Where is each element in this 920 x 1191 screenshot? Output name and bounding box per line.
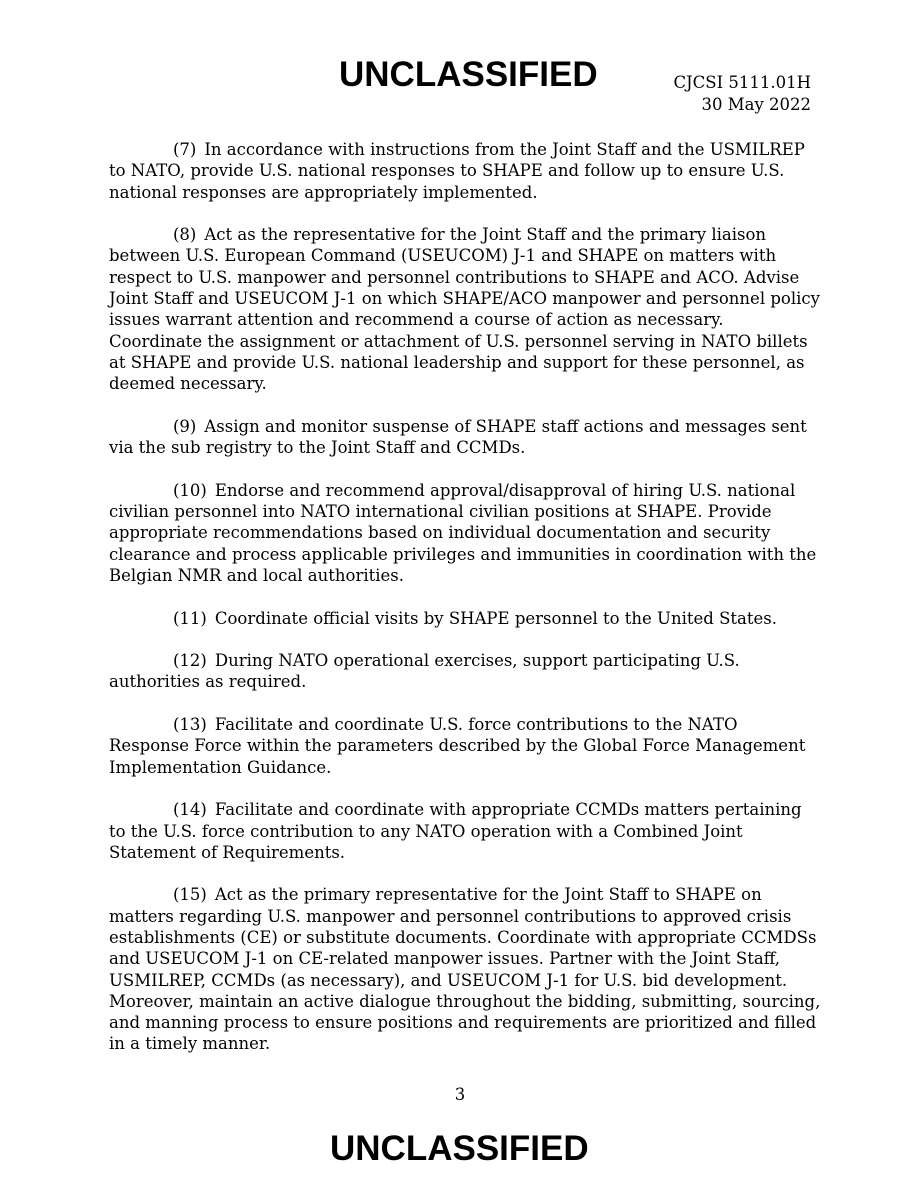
paragraph-text: Facilitate and coordinate with appropriate CCMDs matters pertaining to the U.S. force contribution to any NATO operation with a Combined Joint Statement of Requirements. bbox=[109, 800, 802, 862]
paragraph-10 bbox=[109, 480, 821, 586]
paragraph-number: (7) bbox=[173, 140, 197, 159]
paragraph-8 bbox=[109, 224, 821, 394]
paragraph-number: (13) bbox=[173, 715, 207, 735]
paragraph-number: (8) bbox=[173, 225, 197, 245]
paragraph-number: (11) bbox=[173, 608, 207, 628]
document-body bbox=[109, 139, 821, 1076]
classification-banner-bottom: UNCLASSIFIED bbox=[330, 1129, 589, 1168]
paragraph-11 bbox=[109, 608, 821, 629]
paragraph-text: During NATO operational exercises, support participating U.S. authorities as required. bbox=[109, 651, 740, 692]
paragraph-15 bbox=[109, 884, 821, 1054]
paragraph-number: (14) bbox=[173, 800, 207, 820]
paragraph-number: (12) bbox=[173, 651, 207, 671]
paragraph-number: (9) bbox=[173, 416, 197, 436]
page-number: 3 bbox=[454, 1085, 466, 1104]
paragraph-13 bbox=[109, 714, 821, 778]
paragraph-12 bbox=[109, 650, 821, 693]
paragraph-text: Coordinate official visits by SHAPE personnel to the United States. bbox=[214, 608, 777, 628]
paragraph-text: Act as the primary representative for the Joint Staff to SHAPE on matters regarding U.S. manpower and personnel contributions to approved crisis establishments (CE) or substitute documents. Coordinate with appropriate CCMDSs and USEUCOM J-1 on CE-related manpower issues. Partner with the Joint Staff, USMILREP, CCMDs (as necessary), and USEUCOM J-1 for U.S. bid development. Moreover, maintain an active dialogue throughout the bidding, submitting, sourcing, and manning process to ensure positions and requirements are prioritized and filled in a timely manner. bbox=[109, 885, 821, 1054]
paragraph-7 bbox=[109, 139, 821, 203]
paragraph-text: Endorse and recommend approval/disapproval of hiring U.S. national civilian personnel into NATO international civilian positions at SHAPE. Provide appropriate recommendations based on individual documentation and security clearance and process applicable privileges and immunities in coordination with the Belgian NMR and local authorities. bbox=[109, 480, 817, 585]
paragraph-text: Assign and monitor suspense of SHAPE staff actions and messages sent via the sub registry to the Joint Staff and CCMDs. bbox=[109, 416, 807, 458]
paragraph-9 bbox=[109, 416, 821, 459]
paragraph-text: Facilitate and coordinate U.S. force contributions to the NATO Response Force within the parameters described by the Global Force Management Implementation Guidance. bbox=[109, 715, 806, 777]
paragraph-number: (15) bbox=[173, 885, 207, 905]
document-date: 30 May 2022 bbox=[701, 95, 811, 114]
paragraph-text: Act as the representative for the Joint Staff and the primary liaison between U.S. European Command (USEUCOM) J-1 and SHAPE on matters with respect to U.S. manpower and personnel contributions to SHAPE and ACO. Advise Joint Staff and USEUCOM J-1 on which SHAPE/ACO manpower and personnel policy issues warrant attention and recommend a course of action as necessary. Coordinate the assignment or attachment of U.S. personnel serving in NATO billets at SHAPE and provide U.S. national leadership and support for these personnel, as deemed necessary. bbox=[109, 225, 820, 394]
paragraph-text: In accordance with instructions from the Joint Staff and the USMILREP to NATO, provide U.S. national responses to SHAPE and follow up to ensure U.S. national responses are appropriately implemented. bbox=[109, 140, 805, 202]
paragraph-14 bbox=[109, 799, 821, 863]
document-number: CJCSI 5111.01H bbox=[673, 73, 811, 92]
document-identifier bbox=[673, 72, 811, 116]
paragraph-number: (10) bbox=[173, 480, 207, 500]
classification-banner-top: UNCLASSIFIED bbox=[339, 55, 598, 94]
